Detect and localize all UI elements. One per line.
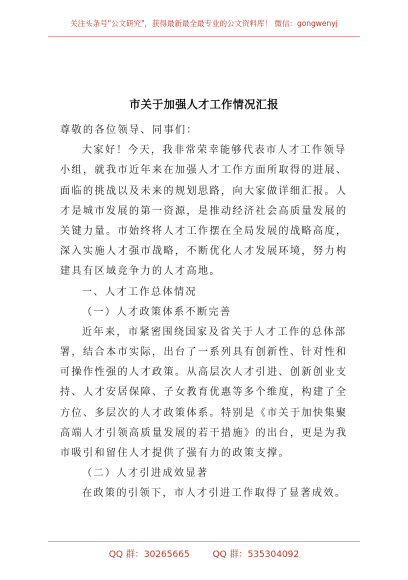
paragraph-line: 可操作性强的人才政策。从高层次人才引进、创新创业支	[60, 367, 348, 379]
footer-contacts	[0, 547, 408, 560]
paragraph-line: 方位、多层次的人才政策体系。特别是《市关于加快集聚	[60, 407, 348, 419]
paragraph-line: 大家好！今天，我非常荣幸能够代表市人才工作领导	[82, 145, 347, 157]
footer-qq-group-2: QQ 群：535304092	[212, 550, 300, 560]
paragraph-line: 持、人才安居保障、子女教育优惠等多个维度，构建了全	[60, 387, 348, 399]
header-divider	[48, 36, 360, 37]
header-promo-note: 关注头条号"公文研究"，获得最新最全最专业的公文资料库！ 微信：gongwenyj	[70, 19, 338, 28]
salutation-line: 尊敬的各位领导、同事们：	[60, 125, 198, 136]
paragraph-line: 关键力量。市始终将人才工作摆在全局发展的战略高度，	[60, 225, 348, 237]
subsection-heading: （一）人才政策体系不断完善	[82, 306, 232, 318]
paragraph-line: 近年来，市紧密围绕国家及省关于人才工作的总体部	[82, 326, 347, 338]
paragraph-line: 才是城市发展的第一资源，是推动经济社会高质量发展的	[60, 205, 348, 217]
paragraph-line: 小组，就我市近年来在加强人才工作方面所取得的进展、	[60, 165, 348, 177]
document-title: 市关于加强人才工作情况汇报	[129, 98, 279, 111]
footer-divider	[48, 541, 360, 542]
paragraph-line: 建具有区域竞争力的人才高地。	[60, 266, 221, 278]
footer-qq-group-1: QQ 群：30265665	[108, 550, 190, 560]
paragraph-line: 深入实施人才强市战略，不断优化人才发展环境，努力构	[60, 246, 348, 258]
paragraph-line: 署，结合本市实际，出台了一系列具有创新性、针对性和	[60, 347, 348, 359]
paragraph-line: 在政策的引领下，市人才引进工作取得了显著成效。	[82, 488, 347, 500]
paragraph-line: 面临的挑战以及未来的规划思路，向大家做详细汇报。人	[60, 185, 348, 197]
section-heading: 一、人才工作总体情况	[82, 286, 197, 298]
subsection-heading: （二）人才引进成效显著	[82, 468, 209, 480]
paragraph-line: 市吸引和留住人才提供了强有力的政策支撑。	[60, 448, 290, 459]
paragraph-line: 高端人才引领高质量发展的若干措施》的出台，更是为我	[60, 427, 348, 439]
document-body	[60, 121, 350, 505]
